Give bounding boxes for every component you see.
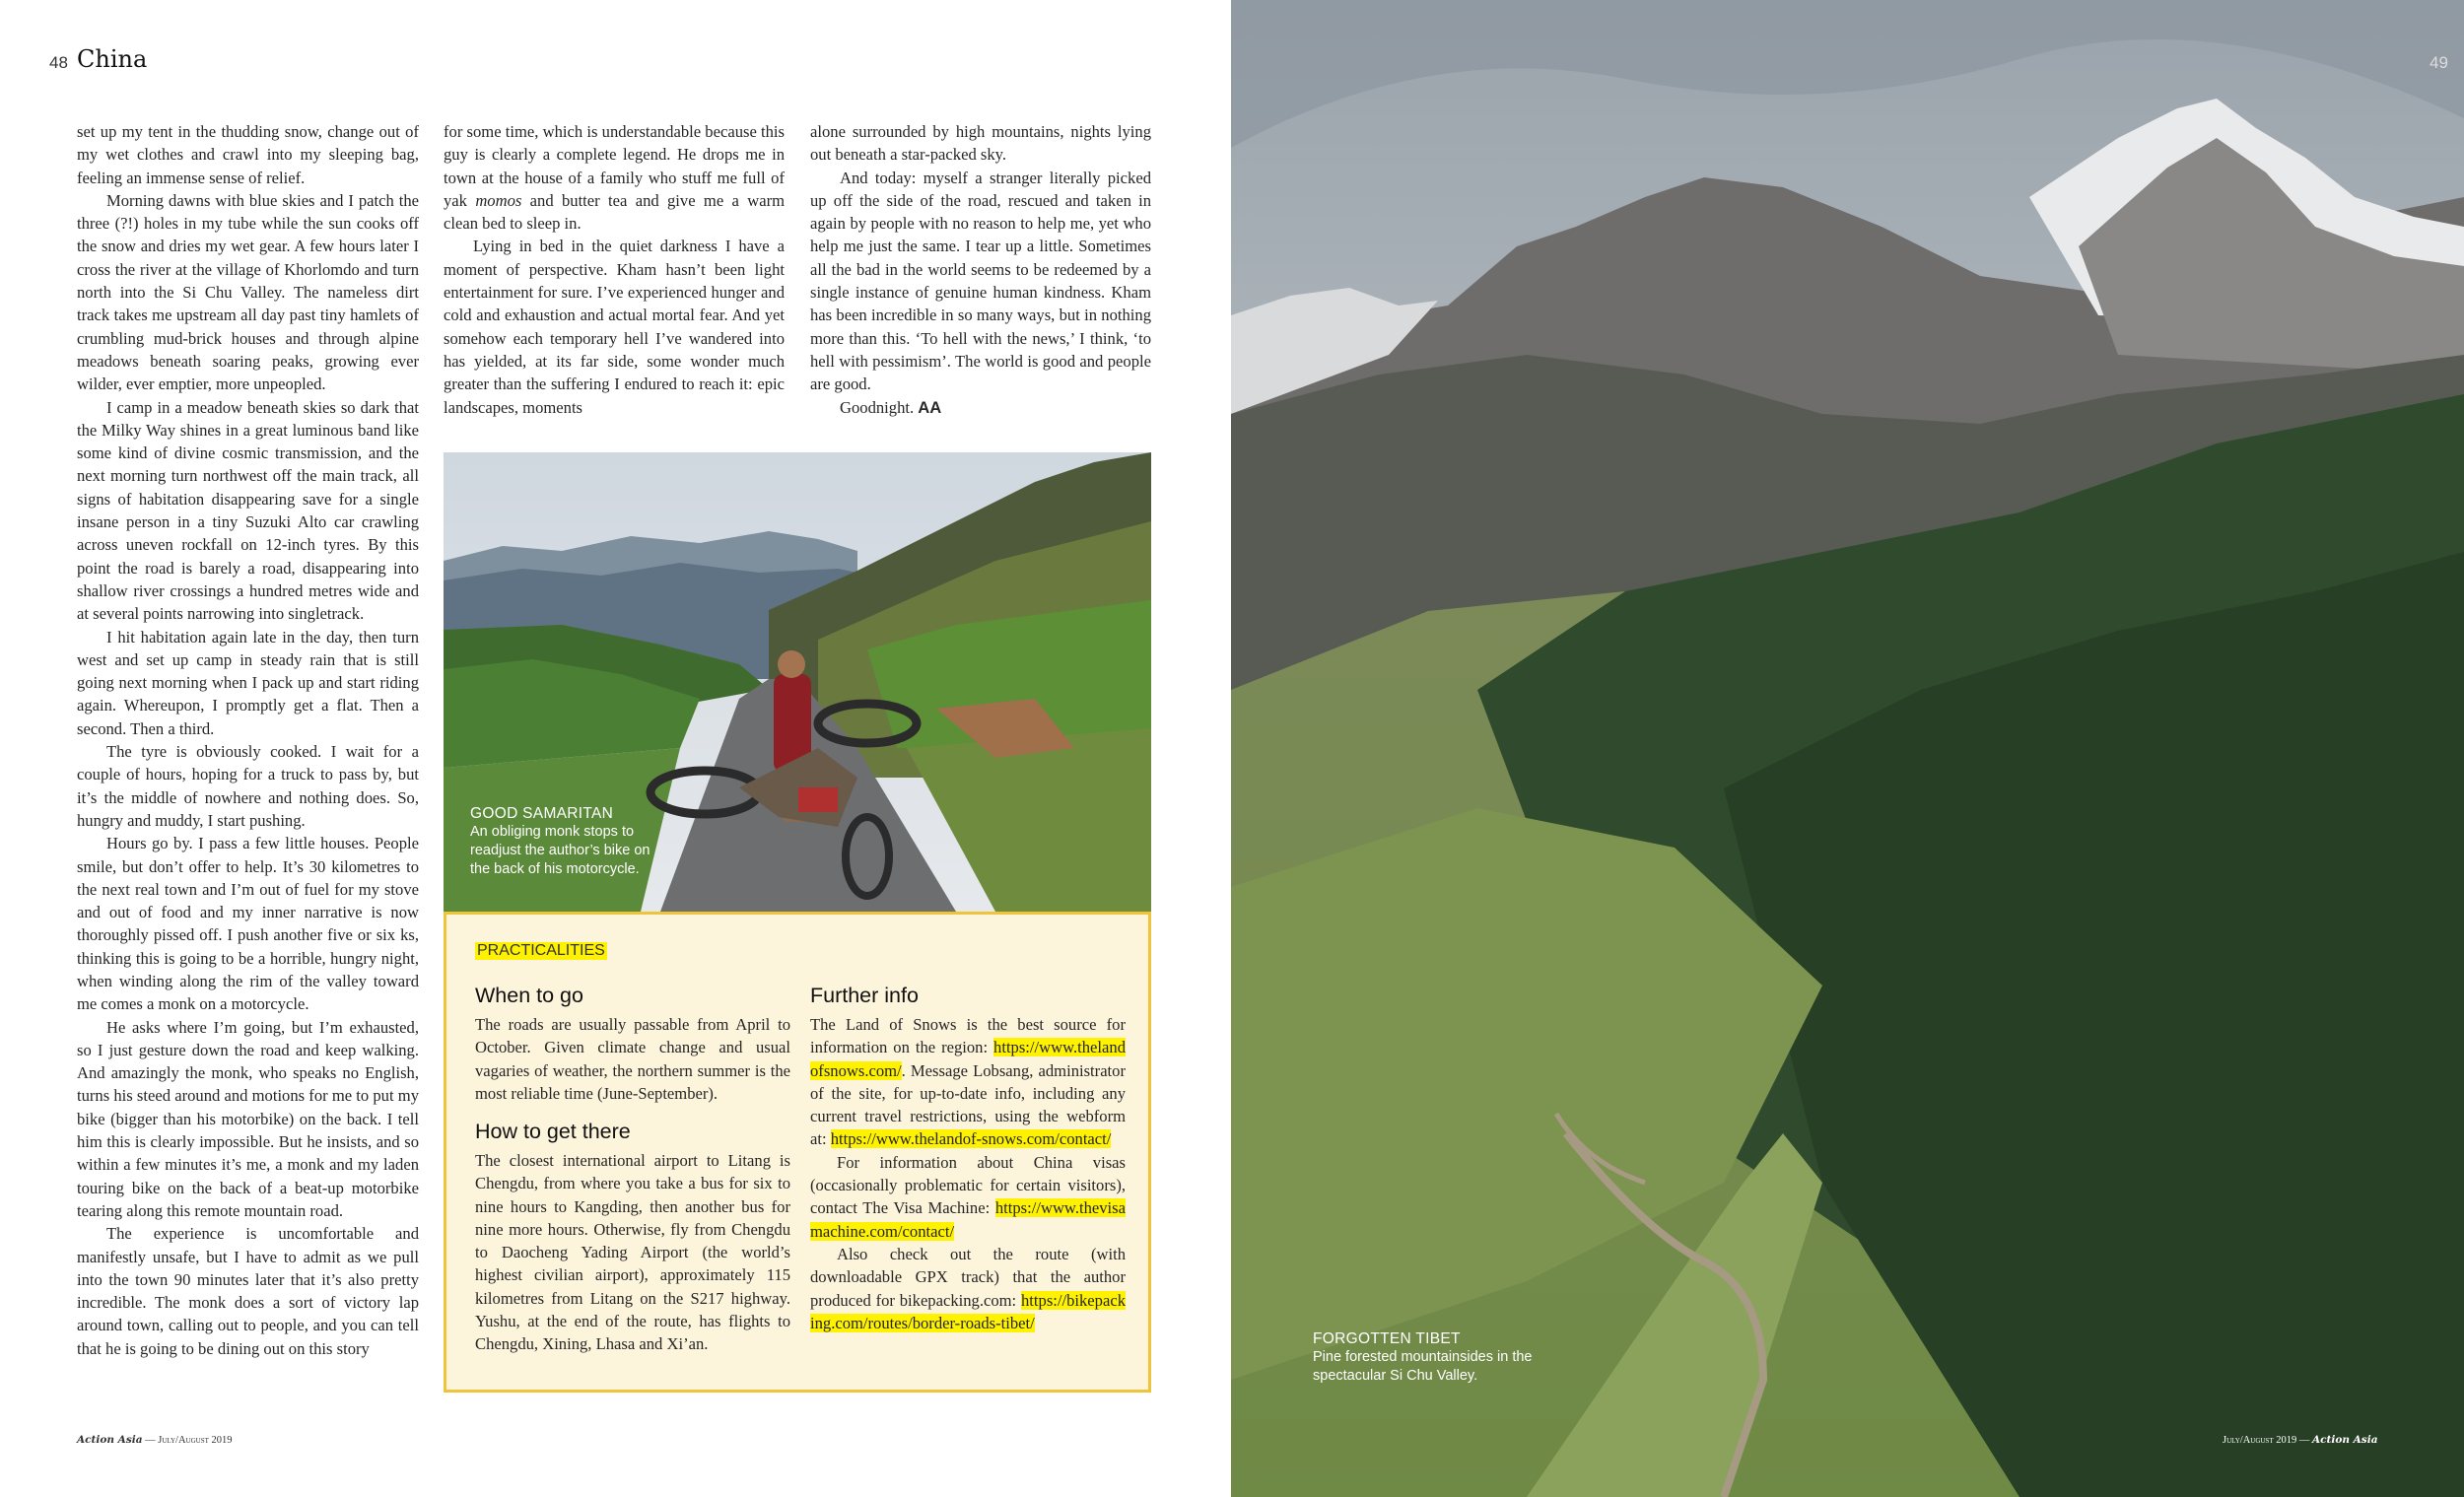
further-info-text <box>810 1013 1126 1334</box>
paragraph: Hours go by. I pass a few little houses. People smile, but don’t offer to help. It’s 30 kilometres to the next real town and I’m out of fuel for my stove and out of food and my inner narrative is now thoroughly pissed off. I push another five or six ks, thinking this is going to be a horrible, hungry night, when winding along the rim of the valley toward me comes a monk on a motorcycle. <box>77 834 419 1014</box>
paragraph <box>810 1243 1126 1334</box>
paragraph: Morning dawns with blue skies and I patch the three (?!) holes in my tube while the sun cooks off the snow and dries my wet gear. A few hours later I cross the river at the village of Khorlomdo and turn north into the Si Chu Valley. The nameless dirt track takes me upstream all day past tiny hamlets of crumbling mud-brick houses and through alpine meadows beneath soaring peaks, growing ever wilder, ever emptier, more unpeopled. <box>77 190 419 394</box>
article-column-2 <box>444 120 785 419</box>
author-signature: AA <box>918 397 942 417</box>
contact-form-link[interactable]: https://www.thelandof-snows.com/contact/ <box>830 1129 1112 1149</box>
paragraph: The tyre is obviously cooked. I wait for a couple of hours, hoping for a truck to pass by, but it’s the middle of nowhere and nothing does. So, hungry and muddy, I start pushing. <box>77 742 419 830</box>
monk-motorcycle-photo <box>444 452 1151 912</box>
photo-caption <box>1313 1329 1540 1386</box>
article-column-1 <box>77 120 419 1360</box>
caption-title: FORGOTTEN TIBET <box>1313 1330 1461 1347</box>
italic-word: momos <box>475 190 522 210</box>
footer-left <box>77 1434 233 1446</box>
paragraph: set up my tent in the thudding snow, change out of my wet clothes and crawl into my sleeping bag, feeling an immense sense of relief. <box>77 122 419 187</box>
text-run: and butter tea and give me a warm clean bed to sleep in. <box>444 190 786 234</box>
issue-date: — July/August 2019 <box>142 1435 233 1446</box>
paragraph: The closest international airport to Litang is Chengdu, from where you take a bus for six to nine hours to Kangding, then another bus for nine more hours. Otherwise, fly from Chengdu to Daocheng Yading Airport (the world’s highest civilian airport), approximately 115 kilometres from Litang on the S217 highway. Yushu, at the end of the route, has flights to Chengdu, Xining, Lhasa and Xi’an. <box>475 1151 790 1354</box>
paragraph <box>810 396 1151 419</box>
page-number-right: 49 <box>2430 53 2448 72</box>
footer-right <box>2223 1434 2378 1446</box>
caption-title: GOOD SAMARITAN <box>470 805 614 822</box>
further-info-heading: Further info <box>810 984 919 1007</box>
paragraph: Lying in bed in the quiet darkness I have a moment of perspective. Kham hasn’t been light entertainment for sure. I’ve experienced hunger and cold and exhaustion and actual mortal fear. And yet somehow each temporary hell I’ve wandered into has yielded, at its far side, some wonder much greater than the suffering I endured to reach it: epic landscapes, moments <box>444 237 785 417</box>
text-run: For information about China visas (occasionally problematic for certain visitors), contact The Visa Machine: <box>810 1152 1126 1218</box>
magazine-logo: Action Asia <box>2311 1434 2378 1446</box>
bikepacking-route-link[interactable]: https://bikepacking.com/routes/border-roads-tibet/ <box>810 1290 1126 1332</box>
land-of-snows-link[interactable]: https://www.thelandofsnows.com/ <box>810 1038 1126 1080</box>
box-label: PRACTICALITIES <box>477 942 605 959</box>
how-to-get-there-text <box>475 1149 790 1356</box>
text-run: The Land of Snows is the best source for information on the region: <box>810 1015 1126 1057</box>
paragraph: And today: myself a stranger literally picked up off the side of the road, rescued and taken in again by people with no reason to help me, yet who help me just the same. I tear up a little. Sometimes all the bad in the world seems to be redeemed by a single instance of genuine human kindness. Kham has been incredible in so many ways, but in nothing more than this. ‘To hell with the news,’ I think, ‘to hell with pessimism’. The world is good and people are good. <box>810 168 1151 394</box>
text-run: . Message Lobsang, administrator of the site, for up-to-date info, including any current travel restrictions, using the webform at: <box>810 1060 1126 1149</box>
magazine-logo: Action Asia <box>77 1434 143 1446</box>
paragraph: The experience is uncomfortable and manifestly unsafe, but I have to admit as we pull into the town 90 minutes later that it’s also pretty incredible. The monk does a sort of victory lap around town, calling out to people, and you can tell that he is going to be dining out on this story <box>77 1224 419 1358</box>
paragraph: I camp in a meadow beneath skies so dark that the Milky Way shines in a great luminous band like some kind of divine cosmic transmission, and the next morning turn northwest off the main track, all signs of habitation disappearing save for a single insane person in a tiny Suzuki Alto car crawling across uneven rockfall on 12-inch tyres. By this point the road is barely a road, disappearing into shallow river crossings a hundred metres wide and at several points narrowing into singletrack. <box>77 397 419 624</box>
caption-text: Pine forested mountainsides in the spectacular Si Chu Valley. <box>1313 1349 1533 1384</box>
photo-caption <box>470 804 667 879</box>
paragraph <box>444 120 785 235</box>
practicalities-box <box>444 912 1151 1393</box>
how-to-get-there-heading: How to get there <box>475 1120 631 1143</box>
article-column-3 <box>810 120 1151 419</box>
paragraph: I hit habitation again late in the day, then turn west and set up camp in steady rain that is still going next morning when I pack up and start riding again. Whereupon, I promptly get a flat. Then a second. Then a third. <box>77 627 419 738</box>
visa-machine-link[interactable]: https://www.thevisamachine.com/contact/ <box>810 1198 1126 1241</box>
valley-mountain-photo <box>1231 0 2464 1497</box>
paragraph: The roads are usually passable from April to October. Given climate change and usual vagaries of weather, the northern summer is the most reliable time (June-September). <box>475 1015 790 1103</box>
page-number-left: 48 <box>49 53 68 72</box>
paragraph: alone surrounded by high mountains, nights lying out beneath a star-packed sky. <box>810 122 1151 165</box>
when-to-go-heading: When to go <box>475 984 583 1007</box>
when-to-go-text <box>475 1013 790 1105</box>
section-title: China <box>77 45 148 73</box>
text-run: Goodnight. <box>840 397 919 417</box>
paragraph <box>810 1151 1126 1243</box>
caption-text: An obliging monk stops to readjust the author’s bike on the back of his motorcycle. <box>470 824 650 877</box>
paragraph: He asks where I’m going, but I’m exhausted, so I just gesture down the road and keep walking. And amazingly the monk, who speaks no English, turns his steed around and motions for me to put my bike (bigger than his motorbike) on the back. I tell him this is clearly impossible. But he insists, and so within a few minutes it’s me, a monk and my laden touring bike on the back of a beat-up motorbike tearing along this remote mountain road. <box>77 1017 419 1220</box>
text-run: Also check out the route (with downloadable GPX track) that the author produced for bikepacking.com: <box>810 1244 1126 1310</box>
text-run: for some time, which is understandable because this guy is clearly a complete legend. He drops me in town at the house of a family who stuff me full of yak <box>444 122 785 210</box>
paragraph <box>810 1013 1126 1151</box>
issue-date: July/August 2019 — <box>2223 1435 2312 1446</box>
left-page <box>0 0 1231 1497</box>
photo-illustration <box>1231 0 2464 1497</box>
